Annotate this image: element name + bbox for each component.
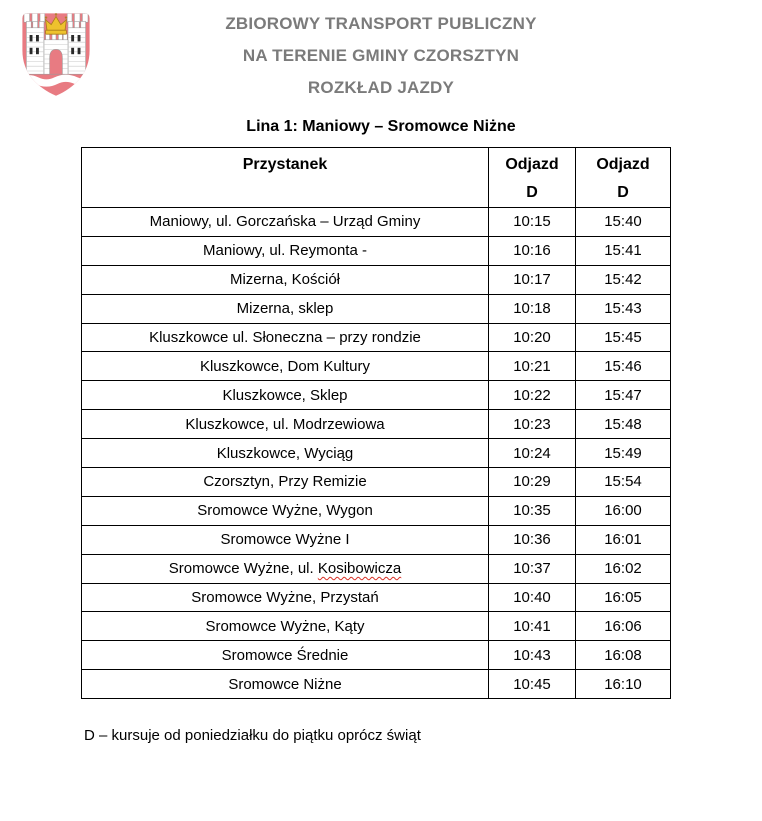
col-header-departure-1 xyxy=(489,148,576,208)
stop-name-cell: Sromowce Wyżne I xyxy=(82,525,489,554)
table-row xyxy=(82,265,671,294)
header-line-2: NA TERENIE GMINY CZORSZTYN xyxy=(242,46,520,65)
departure-time-cell-1: 10:16 xyxy=(489,236,576,265)
table-row xyxy=(82,323,671,352)
table-row xyxy=(82,294,671,323)
departure-time-cell-2: 15:49 xyxy=(576,439,671,468)
departure-time-cell-2: 15:43 xyxy=(576,294,671,323)
stop-name-cell: Kluszkowce, Sklep xyxy=(82,381,489,410)
stop-name-cell: Sromowce Wyżne, Kąty xyxy=(82,612,489,641)
stop-name-cell: Kluszkowce, Wyciąg xyxy=(82,439,489,468)
misspelled-word: Kosibowicza xyxy=(317,560,402,578)
departure-time-cell-1: 10:36 xyxy=(489,525,576,554)
stop-name-cell: Sromowce Wyżne, ul. Kosibowicza xyxy=(82,554,489,583)
table-row xyxy=(82,381,671,410)
document-header xyxy=(0,8,762,104)
departure-time-cell-2: 16:08 xyxy=(576,641,671,670)
header-line-1: ZBIOROWY TRANSPORT PUBLICZNY xyxy=(225,14,537,33)
table-row xyxy=(82,670,671,699)
departure-time-cell-2: 16:06 xyxy=(576,612,671,641)
departure-time-cell-1: 10:24 xyxy=(489,439,576,468)
departure-time-cell-1: 10:35 xyxy=(489,496,576,525)
departure-time-cell-2: 16:01 xyxy=(576,525,671,554)
table-row xyxy=(82,468,671,497)
table-row xyxy=(82,410,671,439)
departure-time-cell-2: 15:47 xyxy=(576,381,671,410)
departure-time-cell-1: 10:15 xyxy=(489,208,576,237)
departure-1-label: Odjazd xyxy=(505,156,559,173)
col-header-departure-2 xyxy=(576,148,671,208)
stop-name-cell: Sromowce Wyżne, Przystań xyxy=(82,583,489,612)
header-line-3: ROZKŁAD JAZDY xyxy=(307,78,455,97)
table-row xyxy=(82,439,671,468)
table-row xyxy=(82,583,671,612)
departure-time-cell-1: 10:40 xyxy=(489,583,576,612)
departure-time-cell-1: 10:29 xyxy=(489,468,576,497)
departure-time-cell-2: 16:00 xyxy=(576,496,671,525)
stop-name-cell: Maniowy, ul. Reymonta - xyxy=(82,236,489,265)
departure-time-cell-1: 10:41 xyxy=(489,612,576,641)
departure-time-cell-2: 15:42 xyxy=(576,265,671,294)
table-row xyxy=(82,352,671,381)
departure-time-cell-2: 16:10 xyxy=(576,670,671,699)
departure-time-cell-1: 10:37 xyxy=(489,554,576,583)
departure-time-cell-1: 10:21 xyxy=(489,352,576,381)
departure-time-cell-1: 10:17 xyxy=(489,265,576,294)
departure-time-cell-1: 10:23 xyxy=(489,410,576,439)
col-header-stop-label: Przystanek xyxy=(242,156,328,173)
stop-name-cell: Kluszkowce, Dom Kultury xyxy=(82,352,489,381)
legend-footnote: D – kursuje od poniedziałku do piątku oprócz świąt xyxy=(84,727,421,744)
stop-name-cell: Maniowy, ul. Gorczańska – Urząd Gminy xyxy=(82,208,489,237)
departure-time-cell-1: 10:18 xyxy=(489,294,576,323)
stop-name-cell: Mizerna, sklep xyxy=(82,294,489,323)
timetable xyxy=(81,147,671,699)
departure-time-cell-2: 16:02 xyxy=(576,554,671,583)
table-header-row xyxy=(82,148,671,208)
departure-2-label: Odjazd xyxy=(596,156,650,173)
departure-time-cell-2: 15:45 xyxy=(576,323,671,352)
table-row xyxy=(82,641,671,670)
departure-2-sub: D xyxy=(617,184,629,201)
departure-time-cell-2: 16:05 xyxy=(576,583,671,612)
departure-time-cell-2: 15:46 xyxy=(576,352,671,381)
departure-1-sub: D xyxy=(526,184,538,201)
line-title: Lina 1: Maniowy – Sromowce Niżne xyxy=(246,118,516,135)
departure-time-cell-2: 15:48 xyxy=(576,410,671,439)
stop-name-cell: Czorsztyn, Przy Remizie xyxy=(82,468,489,497)
departure-time-cell-2: 15:40 xyxy=(576,208,671,237)
departure-time-cell-1: 10:20 xyxy=(489,323,576,352)
table-row xyxy=(82,612,671,641)
departure-time-cell-1: 10:22 xyxy=(489,381,576,410)
stop-name-cell: Kluszkowce ul. Słoneczna – przy rondzie xyxy=(82,323,489,352)
departure-time-cell-2: 15:41 xyxy=(576,236,671,265)
stop-name-cell: Sromowce Niżne xyxy=(82,670,489,699)
stop-name-cell: Sromowce Średnie xyxy=(82,641,489,670)
table-row xyxy=(82,554,671,583)
departure-time-cell-1: 10:45 xyxy=(489,670,576,699)
table-row xyxy=(82,236,671,265)
stop-name-cell: Kluszkowce, ul. Modrzewiowa xyxy=(82,410,489,439)
table-row xyxy=(82,496,671,525)
col-header-stop xyxy=(82,148,489,208)
departure-time-cell-2: 15:54 xyxy=(576,468,671,497)
table-row xyxy=(82,525,671,554)
table-row xyxy=(82,208,671,237)
stop-name-cell: Sromowce Wyżne, Wygon xyxy=(82,496,489,525)
departure-time-cell-1: 10:43 xyxy=(489,641,576,670)
stop-name-cell: Mizerna, Kościół xyxy=(82,265,489,294)
